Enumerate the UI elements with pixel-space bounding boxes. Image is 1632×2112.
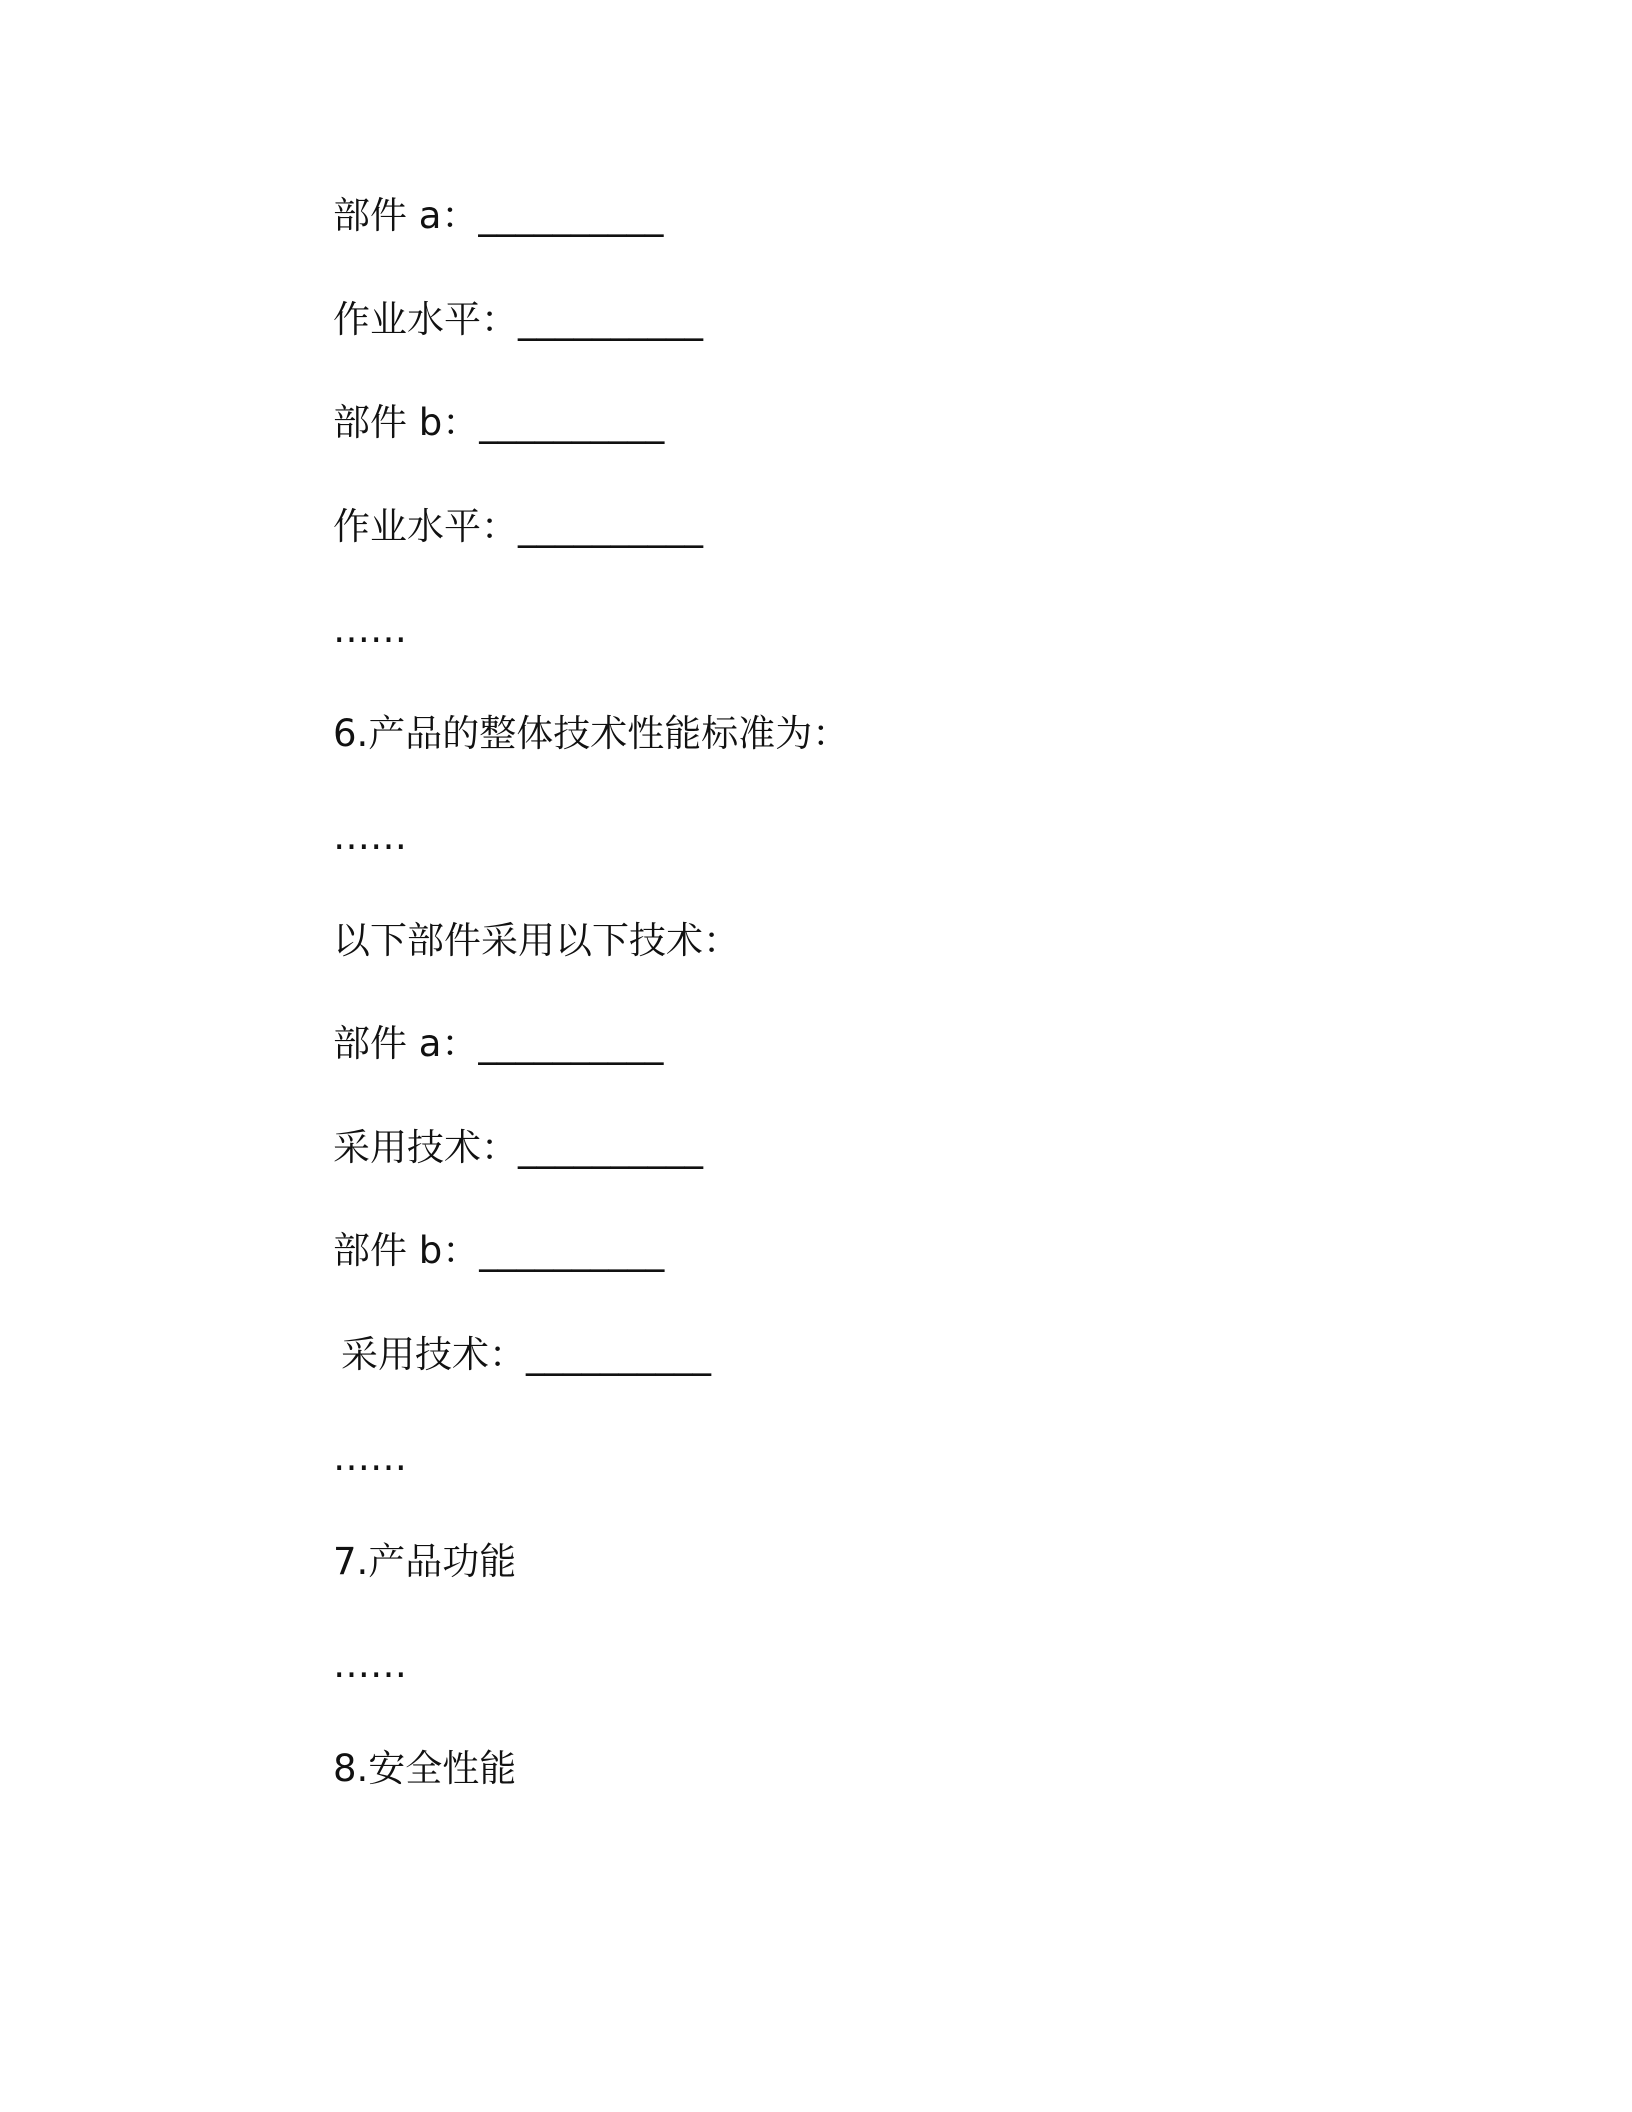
field-work-level: 作业水平：__________: [333, 505, 703, 548]
field-technology: 采用技术：__________: [333, 1126, 703, 1169]
field-part-b: 部件 b：__________: [333, 1229, 665, 1272]
ellipsis: ……: [333, 1643, 407, 1686]
section-heading-7: 7.产品功能: [333, 1540, 517, 1583]
section-heading-8: 8.安全性能: [333, 1747, 517, 1790]
field-work-level: 作业水平：__________: [333, 298, 703, 341]
ellipsis: ……: [333, 1436, 407, 1479]
field-part-a: 部件 a：__________: [333, 1022, 664, 1065]
ellipsis: ……: [333, 608, 407, 651]
field-part-b: 部件 b：__________: [333, 401, 665, 444]
field-part-a: 部件 a：__________: [333, 194, 664, 237]
components-intro: 以下部件采用以下技术：: [333, 919, 740, 962]
ellipsis: ……: [333, 815, 407, 858]
section-heading-6: 6.产品的整体技术性能标准为：: [333, 712, 850, 755]
field-technology: 采用技术：__________: [341, 1333, 711, 1376]
